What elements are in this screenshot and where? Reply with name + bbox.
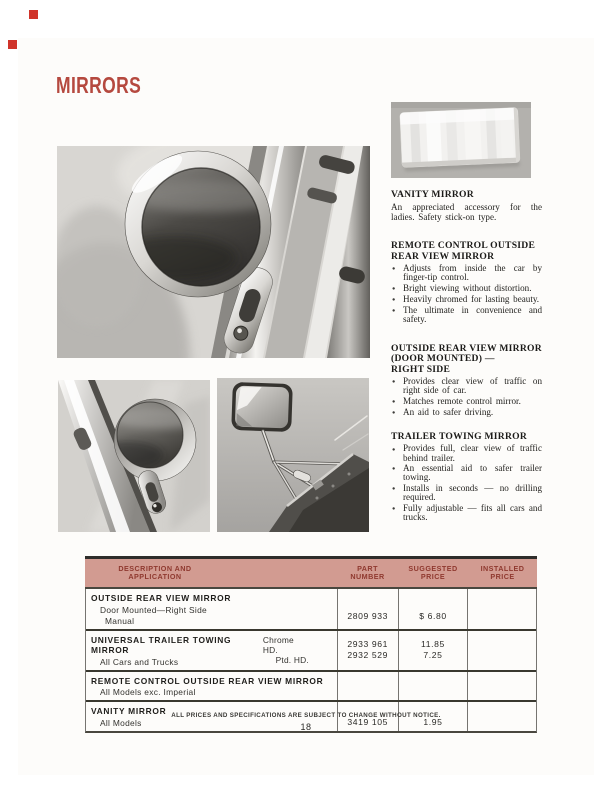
header-description: DESCRIPTION AND APPLICATION [118, 563, 192, 581]
feature-item: ● Provides full, clear view of traffic behind trailer. [391, 444, 542, 462]
installed-price-cell [467, 589, 536, 629]
suggested-price: 11.85 [421, 639, 445, 650]
feature-item: ● An aid to safer driving. [391, 408, 542, 417]
section-heading: TRAILER TOWING MIRROR [391, 430, 528, 442]
feature-list [391, 444, 542, 522]
table-row [86, 670, 536, 701]
table-row [86, 589, 536, 629]
footer-disclaimer: ALL PRICES AND SPECIFICATIONS ARE SUBJECT TO CHANGE WITHOUT NOTICE. [171, 712, 441, 719]
page-title: MIRRORS [56, 72, 142, 98]
row-subtitle: Manual [105, 616, 135, 626]
feature-item: ● Matches remote control mirror. [391, 397, 542, 406]
part-number: 2933 961 [347, 639, 389, 650]
feature-list [391, 377, 542, 417]
row-subtitle: All Models [100, 717, 142, 728]
section-vanity-mirror [391, 190, 542, 222]
page-number: 18 [300, 722, 312, 732]
section-trailer-towing-mirror [391, 432, 542, 523]
feature-item: ● Provides clear view of traffic on right side of car. [391, 377, 542, 395]
table-row [86, 629, 536, 670]
section-outside-rear-view-mirror [391, 344, 542, 417]
feature-item: ● Fully adjustable — fits all cars and trucks. [391, 504, 542, 522]
row-subtitle: All Models exc. Imperial [100, 687, 196, 697]
feature-item: ● The ultimate in convenience and safety. [391, 306, 542, 324]
row-title: UNIVERSAL TRAILER TOWING MIRROR [91, 635, 232, 655]
description-column [391, 190, 542, 524]
feature-item: ● An essential aid to safer trailer towing. [391, 464, 542, 482]
section-heading: REMOTE CONTROL OUTSIDE REAR VIEW MIRROR [391, 240, 536, 262]
row-subtitle: Door Mounted—Right Side [100, 604, 207, 615]
photo-door-mounted-mirror [58, 380, 210, 532]
header-part-number: PART NUMBER [350, 563, 385, 581]
photo-vanity-mirror [391, 102, 531, 178]
feature-item: ● Heavily chromed for lasting beauty. [391, 295, 542, 304]
row-variant: Ptd. HD. [275, 655, 309, 665]
feature-list [391, 264, 542, 324]
suggested-price: 1.95 [423, 716, 443, 727]
row-title: REMOTE CONTROL OUTSIDE REAR VIEW MIRROR [91, 675, 324, 686]
header-installed-price: INSTALLED PRICE [480, 563, 525, 581]
part-number: 3419 105 [347, 716, 389, 727]
installed-price-cell [467, 672, 536, 701]
red-registration-mark [29, 10, 38, 19]
section-remote-control-mirror [391, 241, 542, 324]
feature-item: ● Bright viewing without distortion. [391, 284, 542, 293]
row-title: VANITY MIRROR [91, 706, 167, 716]
feature-item: ● Installs in seconds — no drilling required. [391, 484, 542, 502]
price-table-header [85, 559, 537, 589]
part-number: 2809 933 [347, 611, 389, 621]
section-body: An appreciated accessory for the ladies. Safety stick-on type. [391, 202, 542, 223]
suggested-price: 7.25 [423, 650, 443, 661]
row-title: OUTSIDE REAR VIEW MIRROR [91, 593, 232, 603]
photo-trailer-towing-mirror [217, 378, 369, 532]
section-heading: VANITY MIRROR [391, 189, 474, 200]
row-subtitle: All Cars and Trucks [100, 656, 179, 667]
part-number: 2932 529 [347, 650, 389, 661]
feature-item: ● Adjusts from inside the car by finger-tip control. [391, 264, 542, 282]
price-table-body [85, 589, 537, 733]
header-suggested-price: SUGGESTED PRICE [408, 563, 458, 581]
section-heading: OUTSIDE REAR VIEW MIRROR (DOOR MOUNTED) — RIGHT SIDE [391, 342, 542, 375]
price-table [85, 556, 537, 733]
installed-price-cell [467, 631, 536, 670]
row-variant: Chrome HD. [262, 635, 294, 655]
photo-remote-control-mirror [57, 146, 370, 358]
suggested-price: $ 6.80 [419, 611, 447, 621]
red-registration-mark [8, 40, 17, 49]
